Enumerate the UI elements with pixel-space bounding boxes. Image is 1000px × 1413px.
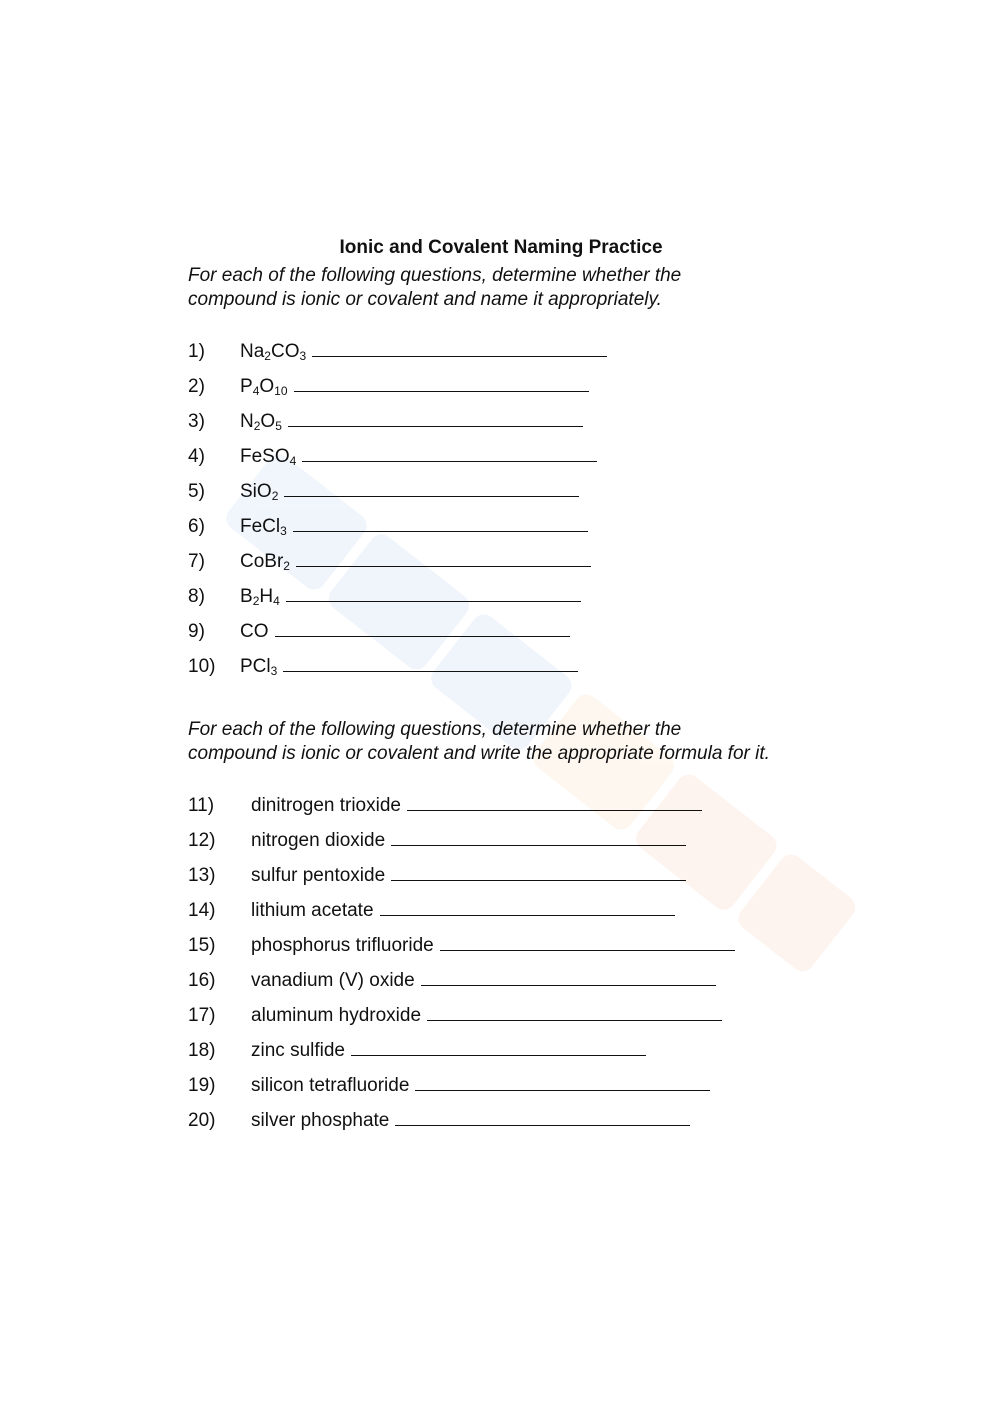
compound-name: nitrogen dioxide — [251, 830, 386, 851]
formula-text: CO — [240, 621, 269, 642]
question-number: 10) — [188, 656, 216, 677]
chemical-formula — [240, 439, 296, 474]
question-number: 8) — [188, 586, 205, 607]
compound-name: vanadium (V) oxide — [251, 970, 415, 991]
formula-subscript: 4 — [252, 384, 260, 398]
question-item — [188, 998, 828, 1033]
instruction-line: compound is ionic or covalent and write the appropriate formula for it. — [188, 743, 770, 764]
formula-text: N — [240, 411, 254, 432]
compound-name: aluminum hydroxide — [251, 1005, 422, 1026]
answer-blank[interactable] — [391, 866, 686, 881]
question-item — [188, 1068, 828, 1103]
question-item — [188, 579, 828, 614]
question-number: 14) — [188, 900, 216, 921]
formula-subscript: 3 — [280, 524, 287, 538]
question-item — [188, 474, 828, 509]
chemical-formula — [240, 649, 277, 684]
question-item — [188, 823, 828, 858]
instruction-line: For each of the following questions, determine whether the — [188, 265, 682, 286]
answer-blank[interactable] — [380, 901, 675, 916]
chemical-formula — [240, 334, 306, 369]
answer-blank[interactable] — [415, 1076, 710, 1091]
question-number: 6) — [188, 516, 205, 537]
question-item — [188, 509, 828, 544]
question-number: 4) — [188, 446, 205, 467]
chemical-formula — [240, 544, 290, 579]
chemical-formula — [240, 509, 287, 544]
formula-subscript: 10 — [274, 384, 288, 398]
formula-text: B — [240, 586, 253, 607]
question-item — [188, 893, 828, 928]
chemical-formula — [240, 474, 278, 509]
formula-subscript: 4 — [273, 594, 280, 608]
answer-blank[interactable] — [288, 412, 583, 427]
question-item — [188, 439, 828, 474]
chemical-formula — [240, 369, 288, 404]
question-number: 7) — [188, 551, 205, 572]
answer-blank[interactable] — [283, 657, 578, 672]
question-number: 1) — [188, 341, 205, 362]
question-item — [188, 544, 828, 579]
question-item — [188, 369, 828, 404]
answer-blank[interactable] — [351, 1041, 646, 1056]
compound-name: phosphorus trifluoride — [251, 935, 434, 956]
formula-text: Na — [240, 341, 265, 362]
answer-blank[interactable] — [296, 552, 591, 567]
part2-instructions — [188, 718, 828, 766]
formula-text: O — [260, 411, 276, 432]
question-item — [188, 788, 828, 823]
compound-name: dinitrogen trioxide — [251, 795, 401, 816]
answer-blank[interactable] — [294, 377, 589, 392]
answer-blank[interactable] — [312, 342, 607, 357]
compound-name: zinc sulfide — [251, 1040, 345, 1061]
formula-subscript: 5 — [275, 419, 282, 433]
compound-name: lithium acetate — [251, 900, 374, 921]
question-item — [188, 858, 828, 893]
question-number: 15) — [188, 935, 216, 956]
instruction-line: compound is ionic or covalent and name it appropriately. — [188, 289, 662, 310]
formula-subscript: 2 — [252, 594, 260, 608]
formula-text: CoBr — [240, 551, 284, 572]
question-number: 17) — [188, 1005, 216, 1026]
answer-blank[interactable] — [391, 831, 686, 846]
part1-question-list — [188, 334, 828, 684]
answer-blank[interactable] — [395, 1111, 690, 1126]
answer-blank[interactable] — [302, 447, 597, 462]
question-number: 3) — [188, 411, 205, 432]
answer-blank[interactable] — [427, 1006, 722, 1021]
chemical-formula — [240, 614, 269, 649]
question-item — [188, 1103, 828, 1138]
formula-text: PCl — [240, 656, 271, 677]
question-item — [188, 928, 828, 963]
instruction-line: For each of the following questions, determine whether the — [188, 719, 682, 740]
question-number: 9) — [188, 621, 205, 642]
formula-text: P — [240, 376, 253, 397]
part2-question-list — [188, 788, 828, 1138]
question-item — [188, 614, 828, 649]
part1-instructions — [188, 264, 828, 312]
answer-blank[interactable] — [293, 517, 588, 532]
question-number: 20) — [188, 1110, 216, 1131]
chemical-formula — [240, 404, 282, 439]
formula-text: CO — [270, 341, 300, 362]
question-number: 19) — [188, 1075, 216, 1096]
question-number: 12) — [188, 830, 216, 851]
answer-blank[interactable] — [421, 971, 716, 986]
compound-name: silicon tetrafluoride — [251, 1075, 410, 1096]
answer-blank[interactable] — [440, 936, 735, 951]
question-number: 18) — [188, 1040, 216, 1061]
answer-blank[interactable] — [275, 622, 570, 637]
formula-text: H — [259, 586, 274, 607]
answer-blank[interactable] — [286, 587, 581, 602]
question-item — [188, 649, 828, 684]
formula-subscript: 2 — [283, 559, 290, 573]
compound-name: sulfur pentoxide — [251, 865, 386, 886]
worksheet — [188, 236, 828, 1138]
question-number: 16) — [188, 970, 216, 991]
answer-blank[interactable] — [284, 482, 579, 497]
question-item — [188, 404, 828, 439]
formula-text: FeSO — [240, 446, 290, 467]
formula-subscript: 2 — [271, 489, 279, 503]
formula-text: FeCl — [240, 516, 281, 537]
question-item — [188, 1033, 828, 1068]
question-item — [188, 334, 828, 369]
worksheet-title: Ionic and Covalent Naming Practice — [339, 237, 663, 258]
formula-text: O — [259, 376, 275, 397]
question-number: 2) — [188, 376, 205, 397]
formula-subscript: 2 — [253, 419, 261, 433]
formula-subscript: 2 — [264, 349, 271, 363]
question-item — [188, 963, 828, 998]
question-number: 13) — [188, 865, 216, 886]
chemical-formula — [240, 579, 280, 614]
compound-name: silver phosphate — [251, 1110, 390, 1131]
question-number: 5) — [188, 481, 205, 502]
formula-text: SiO — [240, 481, 272, 502]
formula-subscript: 3 — [270, 664, 278, 678]
answer-blank[interactable] — [407, 796, 702, 811]
question-number: 11) — [188, 795, 215, 816]
formula-subscript: 3 — [299, 349, 307, 363]
formula-subscript: 4 — [289, 454, 297, 468]
